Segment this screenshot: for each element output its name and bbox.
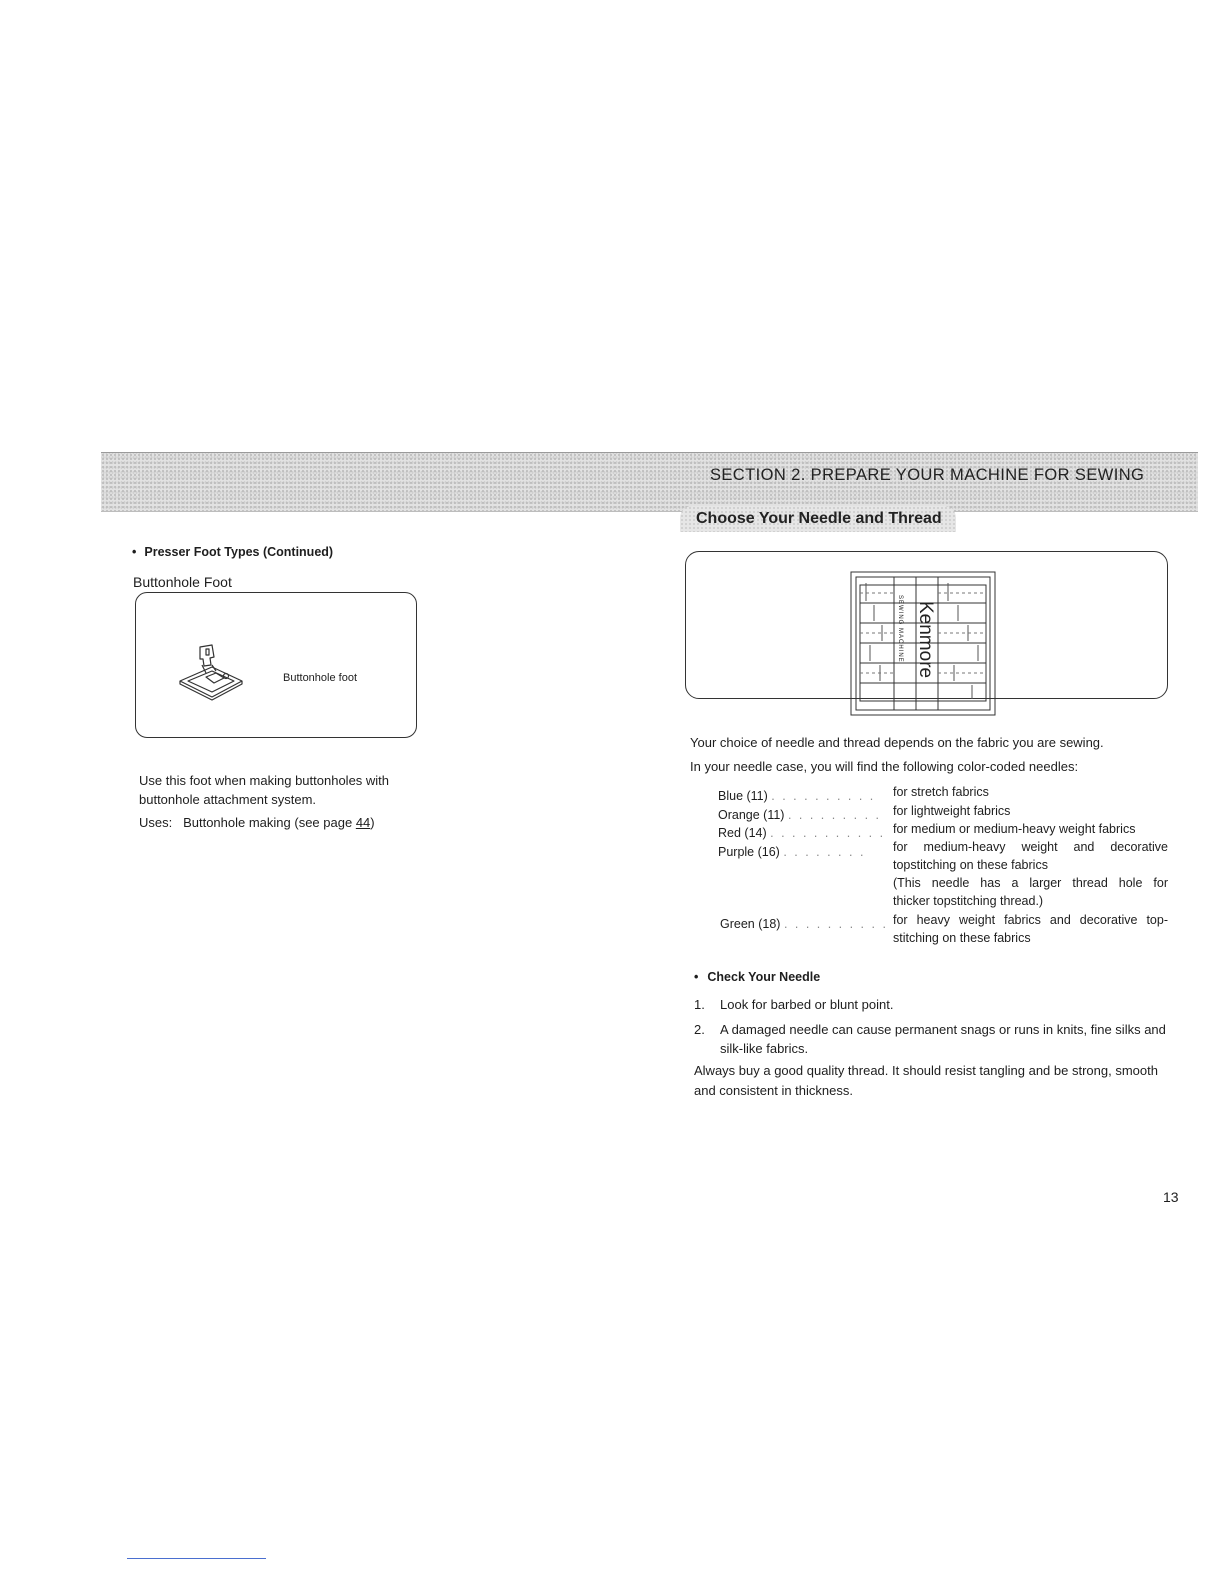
needle-desc-blue: for stretch fabrics bbox=[893, 785, 989, 799]
leader-dots: . . . . . . . . . . bbox=[783, 917, 888, 931]
needle-name-green: Green (18) . . . . . . . . . . bbox=[720, 917, 888, 931]
uses-label: Uses: bbox=[139, 815, 173, 830]
needle-desc-purple-line4: thicker topstitching thread.) bbox=[893, 894, 1044, 908]
bullet: • bbox=[132, 545, 137, 559]
buttonhole-foot-heading: Buttonhole Foot bbox=[133, 574, 232, 590]
needle-desc-purple-line3: (This needle has a larger thread hole for bbox=[893, 876, 1168, 890]
check-needle-heading bbox=[694, 970, 820, 984]
needle-desc-orange: for lightweight fabrics bbox=[893, 804, 1011, 818]
needle-desc-red: for medium or medium-heavy weight fabrics bbox=[893, 822, 1136, 836]
needle-case-side-text: SEWING MACHINE bbox=[897, 595, 903, 663]
footer-rule bbox=[127, 1558, 266, 1559]
buttonhole-foot-uses: Uses: Buttonhole making (see page 44) bbox=[139, 815, 375, 830]
needle-name-blue: Blue (11) . . . . . . . . . . bbox=[718, 789, 876, 803]
buttonhole-foot-callout: Buttonhole foot bbox=[283, 672, 358, 684]
step-number-1: 1. bbox=[694, 997, 705, 1012]
leader-dots: . . . . . . . . bbox=[783, 845, 866, 859]
page-number: 13 bbox=[1163, 1189, 1179, 1205]
needle-choice-text: Your choice of needle and thread depends on the fabric you are sewing. bbox=[690, 735, 1104, 750]
step-number-2: 2. bbox=[694, 1022, 705, 1037]
bullet: • bbox=[694, 970, 699, 984]
buttonhole-foot-icon bbox=[176, 643, 252, 703]
page-reference-link[interactable]: 44 bbox=[355, 815, 371, 830]
check-needle-heading-text: Check Your Needle bbox=[707, 970, 821, 984]
leader-dots: . . . . . . . . . . bbox=[771, 789, 876, 803]
needle-case-text: In your needle case, you will find the following color-coded needles: bbox=[690, 759, 1079, 774]
needle-desc-green-line2: stitching on these fabrics bbox=[893, 931, 1031, 945]
needle-thread-title-tab bbox=[680, 506, 956, 532]
needle-case-brand: Kenmore bbox=[915, 601, 936, 679]
needle-name-orange: Orange (11) . . . . . . . . . bbox=[718, 808, 881, 822]
buttonhole-foot-description: Use this foot when making buttonholes with buttonhole attachment system. bbox=[139, 773, 390, 807]
leader-dots: . . . . . . . . . . . bbox=[770, 826, 886, 840]
step-text-2: A damaged needle can cause permanent snags or runs in knits, fine silks and silk-like fabrics. bbox=[720, 1022, 1166, 1056]
needle-name-purple: Purple (16) . . . . . . . . bbox=[718, 845, 866, 859]
needle-case-icon bbox=[850, 571, 996, 717]
presser-foot-heading bbox=[132, 545, 333, 559]
needle-name-red: Red (14) . . . . . . . . . . . bbox=[718, 826, 886, 840]
needle-thread-title: Choose Your Needle and Thread bbox=[696, 510, 942, 527]
thread-advice-text: Always buy a good quality thread. It should resist tangling and be strong, smooth and consistent in thickness. bbox=[694, 1063, 1158, 1098]
uses-text: Buttonhole making (see page bbox=[183, 815, 353, 830]
leader-dots: . . . . . . . . . bbox=[787, 808, 881, 822]
needle-desc-green-line1: for heavy weight fabrics and decorative top- bbox=[893, 913, 1168, 927]
needle-desc-purple-line1: for medium-heavy weight and decorative bbox=[893, 840, 1168, 854]
step-text-1: Look for barbed or blunt point. bbox=[720, 997, 894, 1012]
needle-desc-purple-line2: topstitching on these fabrics bbox=[893, 858, 1048, 872]
presser-foot-heading-text: Presser Foot Types (Continued) bbox=[144, 545, 334, 559]
section-title: SECTION 2. PREPARE YOUR MACHINE FOR SEWING bbox=[710, 466, 1145, 484]
